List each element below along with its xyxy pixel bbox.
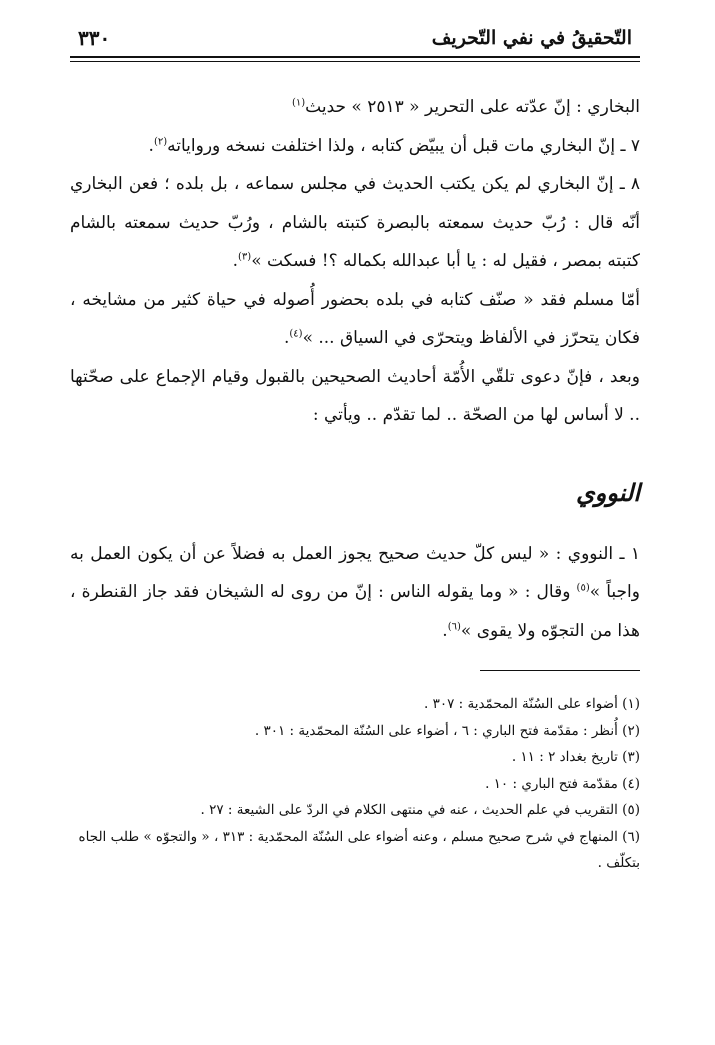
book-page [70,26,640,1006]
footnote-item: (١) أضواء على السُنّة المحمّدية : ٣٠٧ . [423,696,640,712]
paragraph-text: ٨ ـ إنّ البخاري لم يكن يكتب الحديث في مجلس سماعه ، بل بلده ؛ فعن البخاري أنّه قال : رُبّ حديث سمعته بالبصرة كتبته بالشام ، ورُبّ حديث سمعته بالشام كتبته بمصر ، فقيل له : يا أبا عبدالله بكماله ؟! فسكت » [70,174,640,271]
paragraph-end: . [283,328,290,348]
footnotes [70,691,640,877]
main-text [70,88,640,650]
paragraph-text: وبعد ، فإنّ دعوى تلقّي الأُمّة أحاديث الصحيحين بالقبول وقيام الإجماع على صحّتها .. لا أساس لها من الصحّة .. لما تقدّم .. ويأتي : [70,366,640,425]
footnote-item: (٤) مقدّمة فتح الباري : ١٠ . [485,775,640,792]
footnote-ref[interactable]: (٣) [238,251,252,263]
paragraph [70,281,640,358]
paragraph [70,88,640,127]
running-header [70,26,640,58]
paragraph [70,358,640,435]
paragraph [70,127,640,166]
paragraph-text: أمّا مسلم فقد « صنّف كتابه في بلده بحضور أُصوله في حياة كثير من مشايخه ، فكان يتحرّز في الألفاظ ويتحرّى في السياق ... » [70,289,640,348]
footnote-ref[interactable]: (٦) [447,620,461,632]
paragraph [70,535,640,651]
paragraph-end: . [148,135,154,156]
paragraph [70,165,640,281]
page-number: ٣٣٠ [78,26,111,50]
footnote-ref[interactable]: (٢) [153,135,168,147]
paragraph-text: ٧ ـ إنّ البخاري مات قبل أن يبيّض كتابه ، ولذا اختلفت نسخه ورواياته [167,135,640,156]
paragraph-text: ١ ـ النووي : « ليس كلّ حديث صحيح يجوز العمل به فضلاً عن أن يكون العمل به واجباً » [70,543,640,602]
footnote-item: (٢) أُنظر : مقدّمة فتح الباري : ٦ ، أضواء على السُنّة المحمّدية : ٣٠١ . [254,722,640,739]
footnote-ref[interactable]: (٤) [289,328,303,340]
footnote-item: (٥) التقريب في علم الحديث ، عنه في منتهى الكلام في الردّ على الشيعة : ٢٧ . [200,802,640,818]
footnote-ref[interactable]: (١) [291,97,306,109]
footnote-separator [480,670,640,671]
header-rule [70,61,640,62]
paragraph-text: وقال : « وما يقوله الناس : إنّ من روى له الشيخان فقد جاز القنطرة ، هذا من التجوّه ولا يقوى » [70,582,640,641]
section-heading: النووي [576,477,640,507]
paragraph-text: البخاري : إنّ عدّته على التحرير « ٢٥١٣ » حديث [305,97,640,117]
running-title: التّحقيقُ في نفي التّحريف [431,27,632,49]
paragraph-end: . [232,251,238,271]
footnote-item: (٦) المنهاج في شرح صحيح مسلم ، وعنه أضواء على السُنّة المحمّدية : ٣١٣ ، « والتجوّه » طلب الجاه بتكلّف . [78,828,640,871]
paragraph-end: . [442,620,448,641]
footnote-ref[interactable]: (٥) [576,582,590,594]
footnote-item: (٣) تاريخ بغداد ٢ : ١١ . [511,749,640,765]
